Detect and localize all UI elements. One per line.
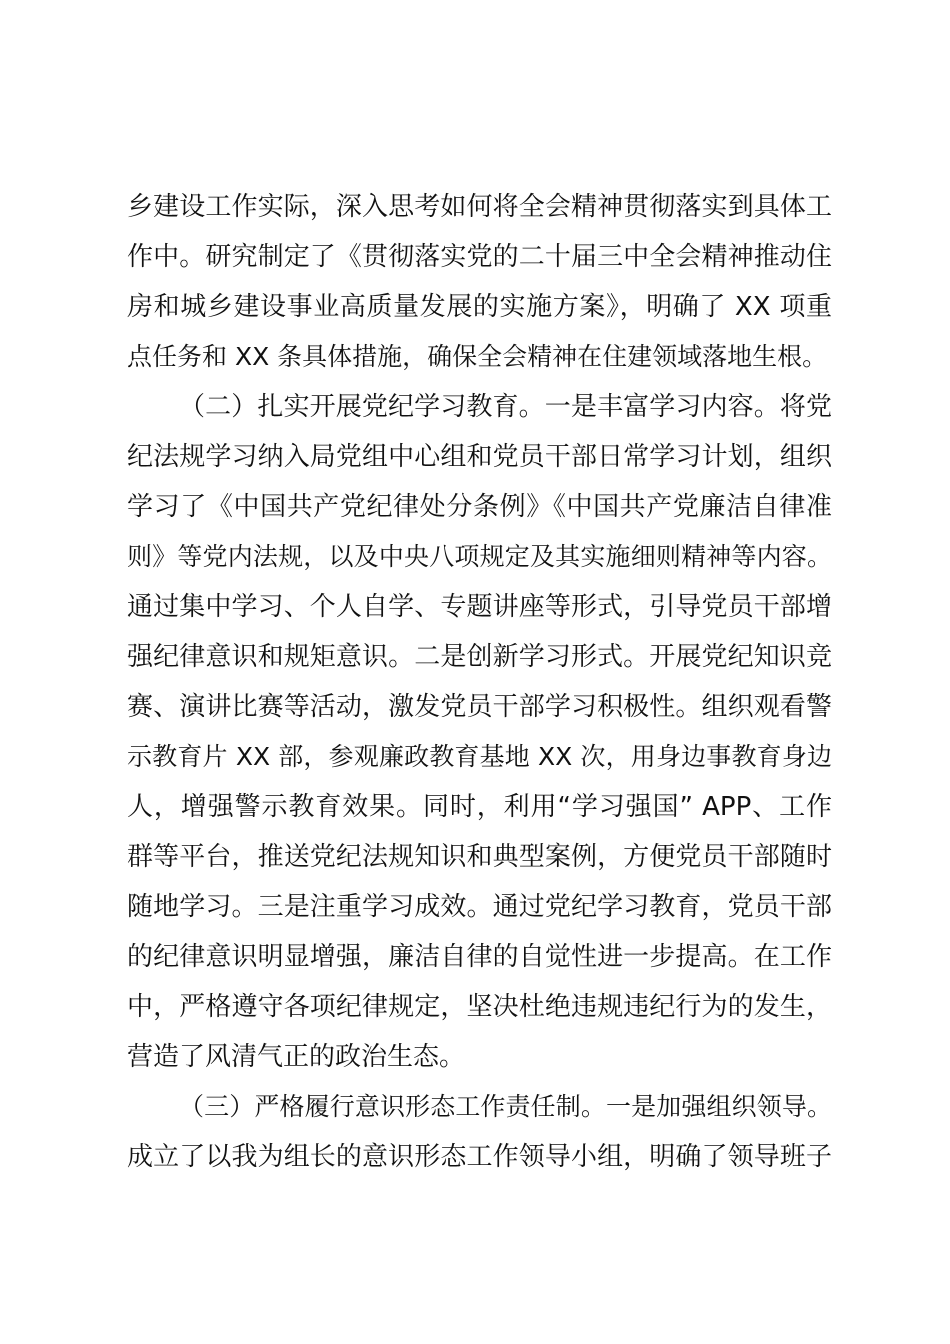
- text-line: 中，严格遵守各项纪律规定，坚决杜绝违规违纪行为的发生，: [127, 992, 832, 1022]
- paragraph-heading-line: （三）严格履行意识形态工作责任制。一是加强组织领导。: [179, 1092, 832, 1121]
- text-line: 纪法规学习纳入局党组中心组和党员干部日常学习计划，组织: [127, 442, 832, 472]
- text-line: 作中。研究制定了《贯彻落实党的二十届三中全会精神推动住: [127, 242, 832, 272]
- text-line: 乡建设工作实际，深入思考如何将全会精神贯彻落实到具体工: [127, 192, 832, 222]
- text-line: 学习了《中国共产党纪律处分条例》《中国共产党廉洁自律准: [127, 492, 832, 522]
- text-line: 点任务和 XX 条具体措施，确保全会精神在住建领域落地生根。: [127, 342, 828, 371]
- text-line: 人，增强警示教育效果。同时，利用“学习强国” APP、工作: [127, 792, 832, 822]
- text-line: 强纪律意识和规矩意识。二是创新学习形式。开展党纪知识竞: [127, 642, 832, 672]
- text-line: 则》等党内法规，以及中央八项规定及其实施细则精神等内容。: [127, 542, 832, 571]
- text-line: 群等平台，推送党纪法规知识和典型案例，方便党员干部随时: [127, 842, 832, 872]
- text-line: 的纪律意识明显增强，廉洁自律的自觉性进一步提高。在工作: [127, 942, 832, 972]
- text-line: 房和城乡建设事业高质量发展的实施方案》，明确了 XX 项重: [127, 292, 832, 322]
- text-line: 成立了以我为组长的意识形态工作领导小组，明确了领导班子: [127, 1142, 832, 1172]
- paragraph-heading-line: （二）扎实开展党纪学习教育。一是丰富学习内容。将党: [179, 392, 832, 422]
- text-line: 通过集中学习、个人自学、专题讲座等形式，引导党员干部增: [127, 592, 832, 622]
- text-line: 赛、演讲比赛等活动，激发党员干部学习积极性。组织观看警: [127, 692, 832, 722]
- text-line: 示教育片 XX 部，参观廉政教育基地 XX 次，用身边事教育身边: [127, 742, 832, 771]
- text-line: 营造了风清气正的政治生态。: [127, 1042, 466, 1072]
- text-line: 随地学习。三是注重学习成效。通过党纪学习教育，党员干部: [127, 892, 832, 922]
